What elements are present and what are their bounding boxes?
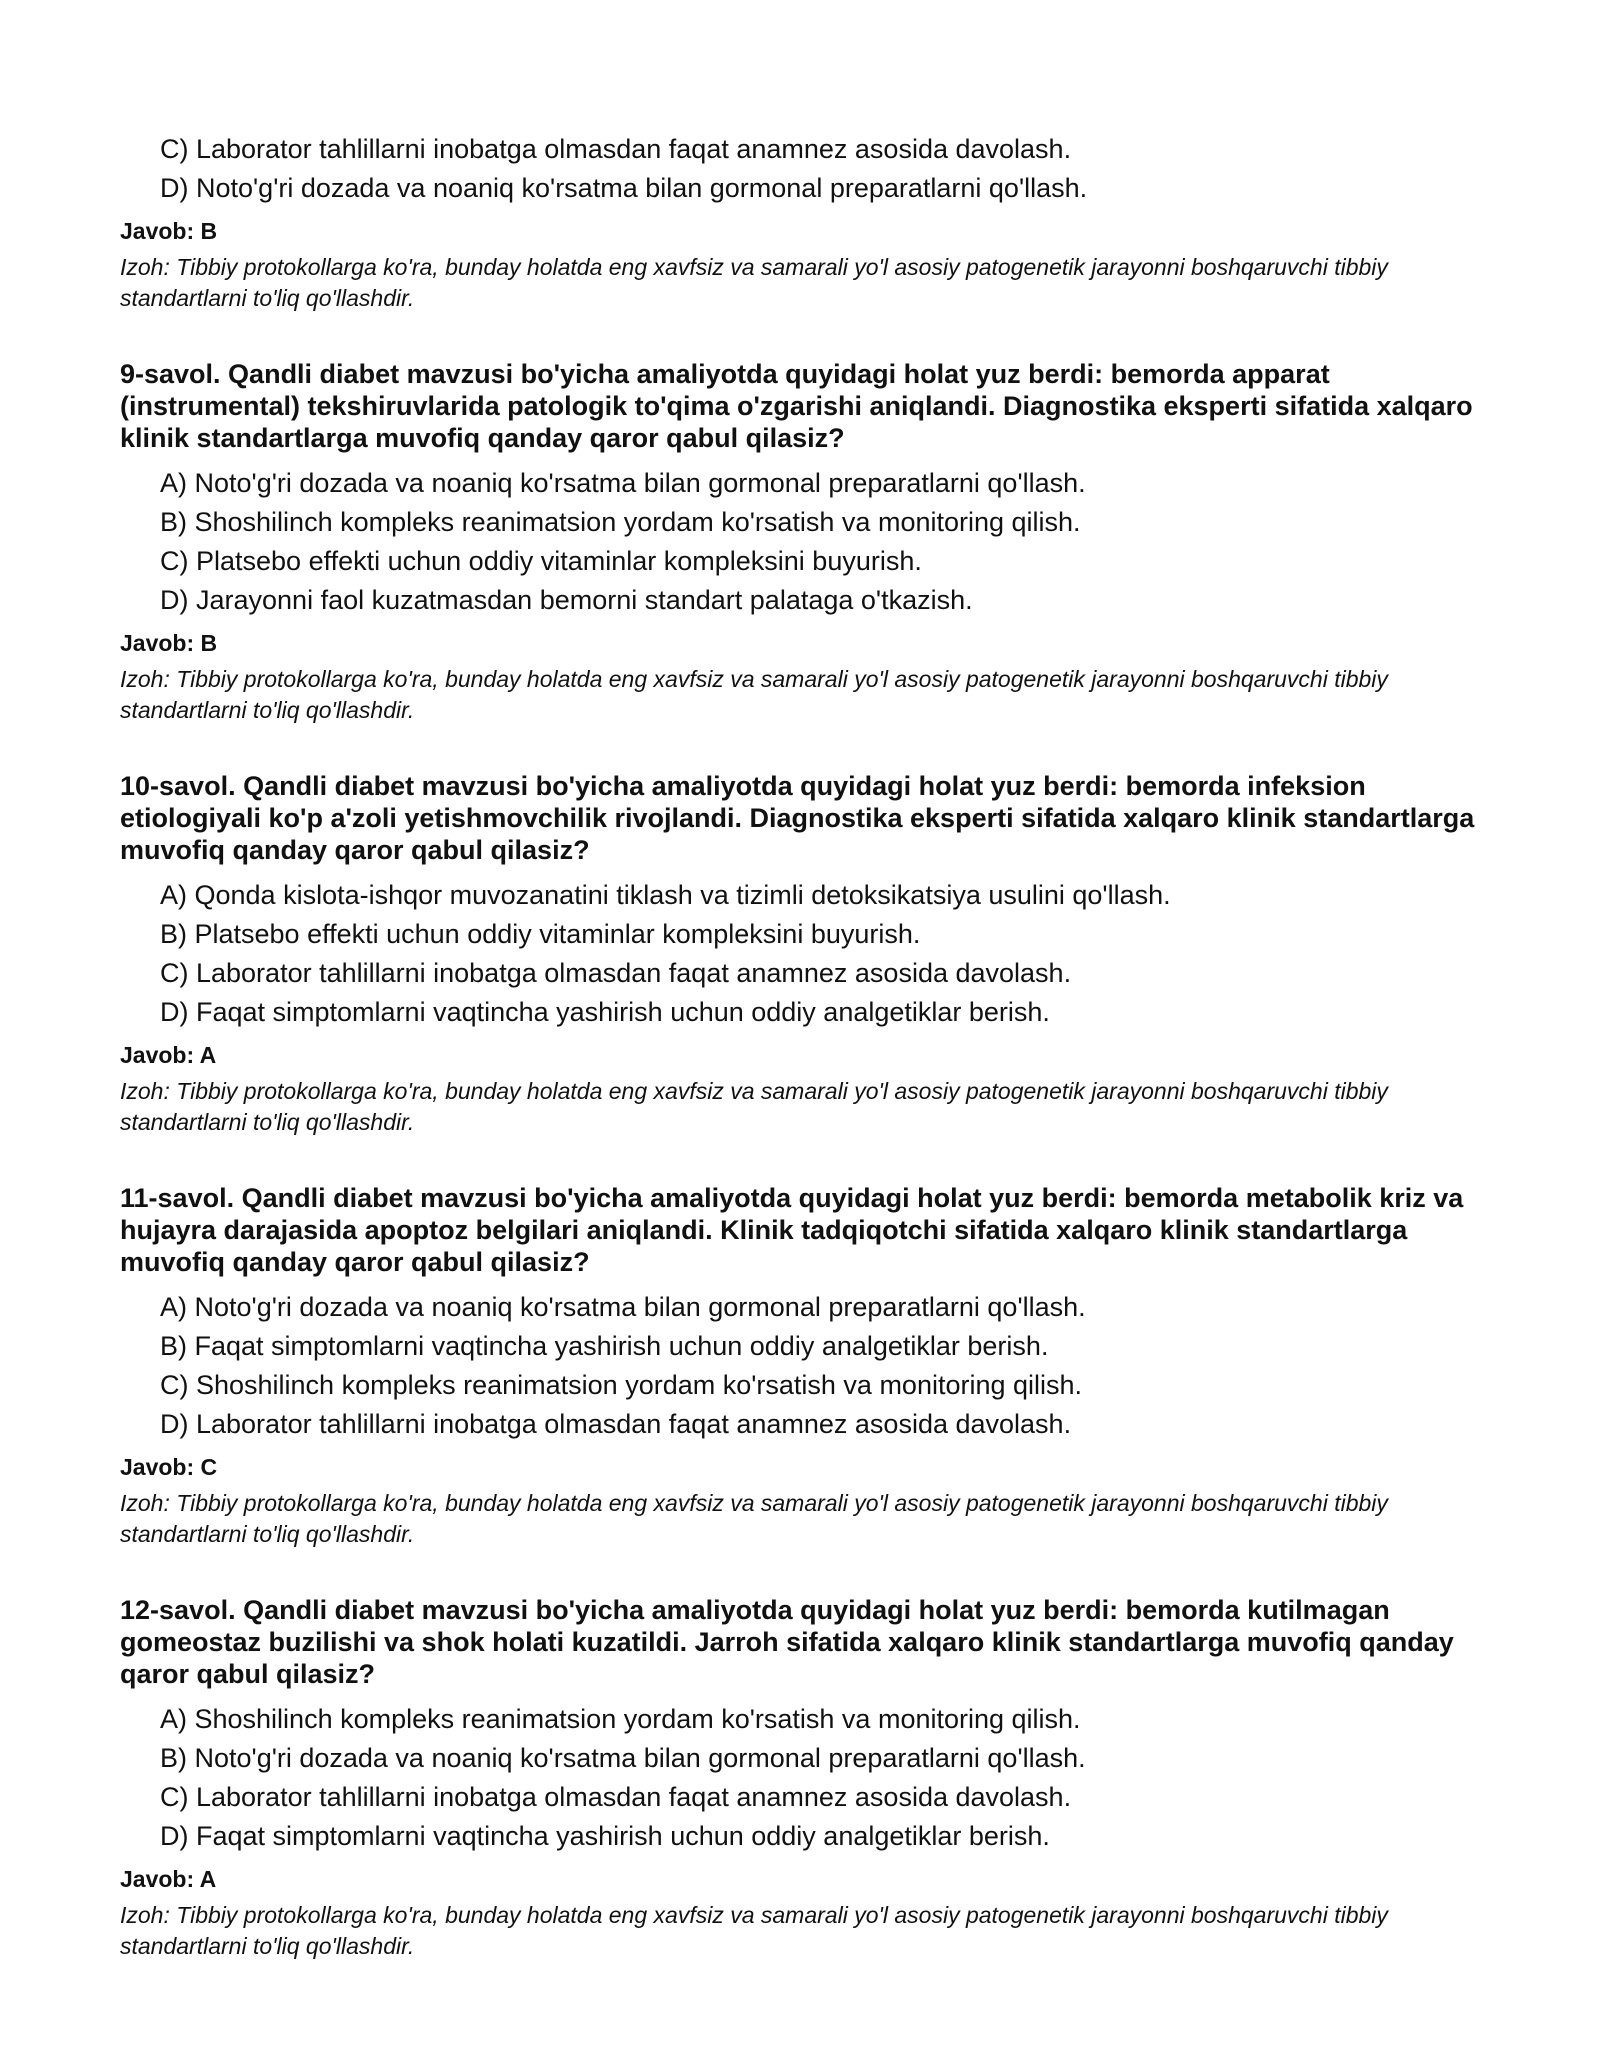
option-d: D) Faqat simptomlarni vaqtincha yashirish uchun oddiy analgetiklar berish. — [160, 997, 1050, 1027]
option-c: C) Platsebo effekti uchun oddiy vitaminlar kompleksini buyurish. — [160, 546, 922, 576]
option-b: B) Shoshilinch kompleks reanimatsion yordam ko'rsatish va monitoring qilish. — [160, 507, 1081, 537]
question-11 — [120, 1182, 1490, 1550]
answer-label: Javob: B — [120, 218, 218, 244]
answer-label: Javob: C — [120, 1454, 218, 1480]
answer-options — [120, 1288, 1490, 1444]
question-text: 10-savol. Qandli diabet mavzusi bo'yicha amaliyotda quyidagi holat yuz berdi: bemorda infeksion etiologiyali ko'p a'zoli yetishmovchilik rivojlandi. Diagnostika eksperti sifatida xalqaro klinik standartlarga muvofiq qanday qaror qabul qilasiz? — [120, 771, 1475, 865]
answer-options — [120, 1700, 1490, 1856]
option-d: D) Faqat simptomlarni vaqtincha yashirish uchun oddiy analgetiklar berish. — [160, 1821, 1050, 1851]
explanation-note: Izoh: Tibbiy protokollarga ko'ra, bunday holatda eng xavfsiz va samarali yo'l asosiy patogenetik jarayonni boshqaruvchi tibbiy standartlarni to'liq qo'llashdir. — [120, 1078, 1388, 1135]
option-b: B) Noto'g'ri dozada va noaniq ko'rsatma bilan gormonal preparatlarni qo'llash. — [160, 1743, 1086, 1773]
option-a: A) Noto'g'ri dozada va noaniq ko'rsatma bilan gormonal preparatlarni qo'llash. — [160, 1292, 1086, 1322]
option-a: A) Noto'g'ri dozada va noaniq ko'rsatma bilan gormonal preparatlarni qo'llash. — [160, 468, 1086, 498]
option-c: C) Laborator tahlillarni inobatga olmasdan faqat anamnez asosida davolash. — [160, 958, 1072, 988]
question-8-continuation — [120, 130, 1490, 314]
answer-label: Javob: A — [120, 1866, 217, 1892]
option-c: C) Laborator tahlillarni inobatga olmasdan faqat anamnez asosida davolash. — [160, 1782, 1072, 1812]
option-a: A) Qonda kislota-ishqor muvozanatini tiklash va tizimli detoksikatsiya usulini qo'llash. — [160, 880, 1171, 910]
option-c: C) Laborator tahlillarni inobatga olmasdan faqat anamnez asosida davolash. — [160, 134, 1072, 164]
option-b: B) Platsebo effekti uchun oddiy vitaminlar kompleksini buyurish. — [160, 919, 921, 949]
option-d: D) Noto'g'ri dozada va noaniq ko'rsatma bilan gormonal preparatlarni qo'llash. — [160, 173, 1088, 203]
option-c: C) Shoshilinch kompleks reanimatsion yordam ko'rsatish va monitoring qilish. — [160, 1370, 1083, 1400]
question-text: 11-savol. Qandli diabet mavzusi bo'yicha amaliyotda quyidagi holat yuz berdi: bemorda metabolik kriz va hujayra darajasida apoptoz belgilari aniqlandi. Klinik tadqiqotchi sifatida xalqaro klinik standartlarga muvofiq qanday qaror qabul qilasiz? — [120, 1183, 1464, 1277]
answer-options — [120, 876, 1490, 1032]
question-text: 9-savol. Qandli diabet mavzusi bo'yicha amaliyotda quyidagi holat yuz berdi: bemorda apparat (instrumental) tekshiruvlarida patologik to'qima o'zgarishi aniqlandi. Diagnostika eksperti sifatida xalqaro klinik standartlarga muvofiq qanday qaror qabul qilasiz? — [120, 359, 1473, 453]
question-10 — [120, 770, 1490, 1138]
option-a: A) Shoshilinch kompleks reanimatsion yordam ko'rsatish va monitoring qilish. — [160, 1704, 1081, 1734]
explanation-note: Izoh: Tibbiy protokollarga ko'ra, bunday holatda eng xavfsiz va samarali yo'l asosiy patogenetik jarayonni boshqaruvchi tibbiy standartlarni to'liq qo'llashdir. — [120, 1902, 1388, 1959]
answer-options — [120, 130, 1490, 208]
answer-label: Javob: A — [120, 1042, 217, 1068]
answer-label: Javob: B — [120, 630, 218, 656]
option-d: D) Jarayonni faol kuzatmasdan bemorni standart palataga o'tkazish. — [160, 585, 973, 615]
option-d: D) Laborator tahlillarni inobatga olmasdan faqat anamnez asosida davolash. — [160, 1409, 1072, 1439]
explanation-note: Izoh: Tibbiy protokollarga ko'ra, bunday holatda eng xavfsiz va samarali yo'l asosiy patogenetik jarayonni boshqaruvchi tibbiy standartlarni to'liq qo'llashdir. — [120, 1490, 1388, 1547]
question-text: 12-savol. Qandli diabet mavzusi bo'yicha amaliyotda quyidagi holat yuz berdi: bemorda kutilmagan gomeostaz buzilishi va shok holati kuzatildi. Jarroh sifatida xalqaro klinik standartlarga muvofiq qanday qaror qabul qilasiz? — [120, 1595, 1454, 1689]
explanation-note: Izoh: Tibbiy protokollarga ko'ra, bunday holatda eng xavfsiz va samarali yo'l asosiy patogenetik jarayonni boshqaruvchi tibbiy standartlarni to'liq qo'llashdir. — [120, 666, 1388, 723]
question-9 — [120, 358, 1490, 726]
option-b: B) Faqat simptomlarni vaqtincha yashirish uchun oddiy analgetiklar berish. — [160, 1331, 1049, 1361]
explanation-note: Izoh: Tibbiy protokollarga ko'ra, bunday holatda eng xavfsiz va samarali yo'l asosiy patogenetik jarayonni boshqaruvchi tibbiy standartlarni to'liq qo'llashdir. — [120, 254, 1388, 311]
answer-options — [120, 464, 1490, 620]
document-page — [120, 120, 1490, 2006]
question-12 — [120, 1594, 1490, 1962]
